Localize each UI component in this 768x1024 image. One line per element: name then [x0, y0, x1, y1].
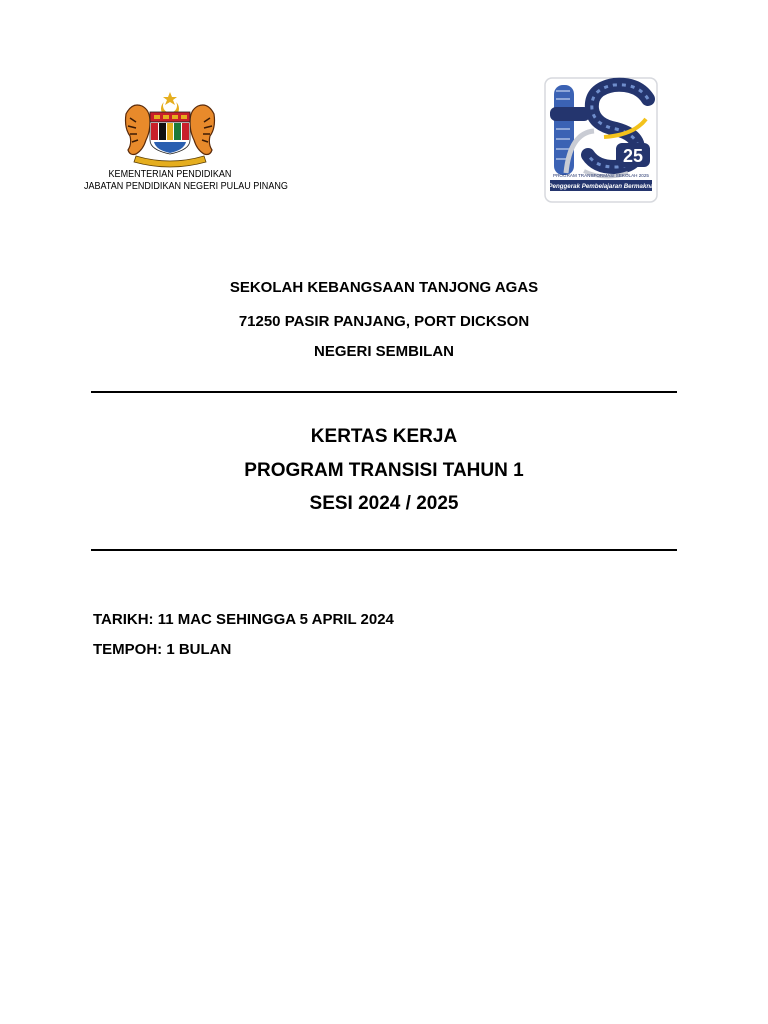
program-date: TARIKH: 11 MAC SEHINGGA 5 APRIL 2024: [93, 611, 394, 628]
ministry-name: KEMENTERIAN PENDIDIKAN: [108, 168, 232, 180]
school-state: NEGERI SEMBILAN: [313, 343, 454, 360]
bottom-divider: [91, 549, 677, 551]
department-name: JABATAN PENDIDIKAN NEGERI PULAU PINANG: [84, 180, 288, 192]
document-title: KERTAS KERJA: [310, 426, 458, 447]
school-address: 71250 PASIR PANJANG, PORT DICKSON: [238, 313, 530, 330]
ts25-logo-icon: [544, 77, 658, 203]
school-name: SEKOLAH KEBANGSAAN TANJONG AGAS: [229, 279, 539, 296]
ts25-program-text: PROGRAM TRANSFORMASI SEKOLAH 2025: [553, 173, 649, 178]
program-duration: TEMPOH: 1 BULAN: [93, 641, 232, 658]
session-title: SESI 2024 / 2025: [309, 493, 459, 514]
program-title: PROGRAM TRANSISI TAHUN 1: [244, 460, 524, 481]
malaysia-coat-of-arms-icon: [118, 92, 222, 168]
top-divider: [91, 391, 677, 393]
ts25-number: 25: [622, 146, 644, 166]
ministry-logo: [70, 92, 288, 192]
ts25-tagline: Penggerak Pembelajaran Bermakna: [548, 183, 654, 190]
ts25-logo: [544, 77, 658, 208]
